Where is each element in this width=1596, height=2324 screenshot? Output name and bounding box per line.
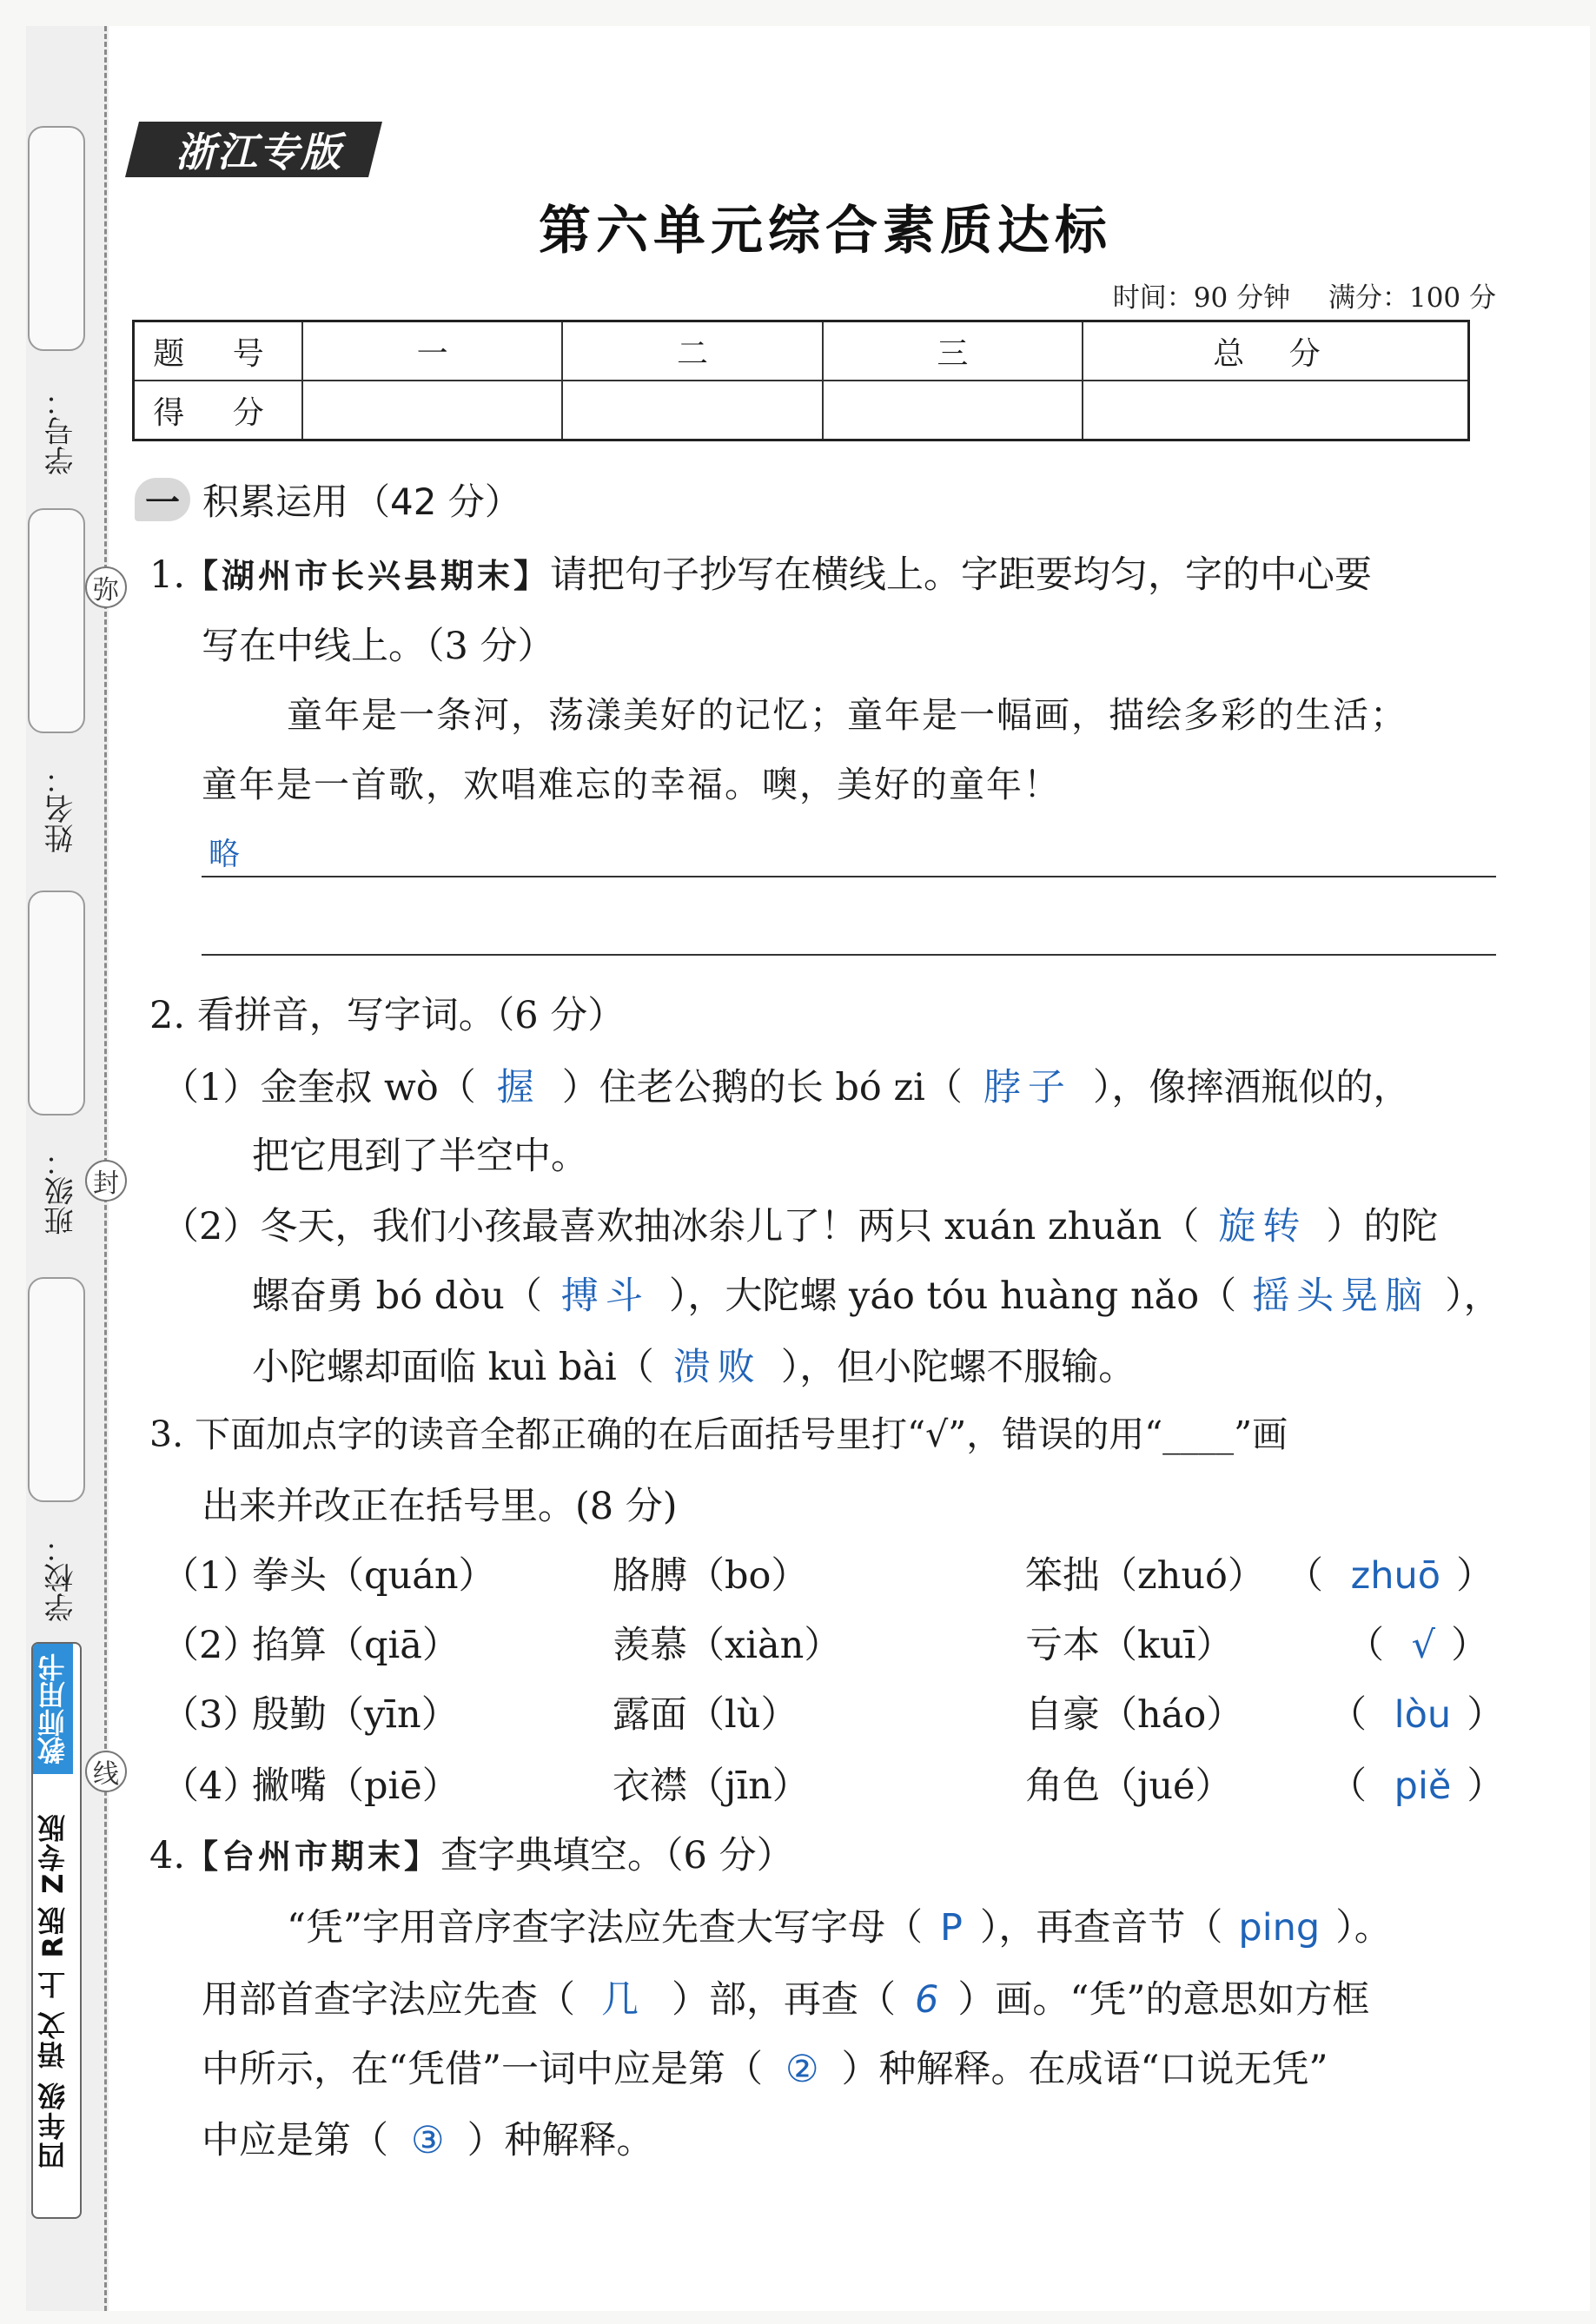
q4-text-b: ），再查音节（ <box>979 1906 1223 1950</box>
q4-line2 <box>202 1970 1369 2023</box>
score-table-header-row <box>134 321 1469 381</box>
q3-item-a: 撇嘴（piē） <box>252 1765 460 1808</box>
header-cell-2: 二 <box>562 321 822 381</box>
q3-item-c: 自豪（háo） <box>1025 1693 1244 1737</box>
q3-item-b: 衣襟（jīn） <box>613 1765 810 1808</box>
seal-xian: 线 <box>85 1751 127 1792</box>
q4-text-c: ）。 <box>1335 1906 1392 1950</box>
q2-item1-line1 <box>162 1058 1410 1111</box>
q4-answer-meaning-2: ③ <box>411 2119 445 2162</box>
section-number-badge: 一 <box>135 478 190 521</box>
q4-text-d: 用部首查字法应先查（ <box>202 1978 575 2022</box>
q3-row-number: （2） <box>162 1624 261 1667</box>
q4-text-j: ）种解释。 <box>467 2119 654 2162</box>
q2-item2-text-d: ），大陀螺 yáo tóu huàng nǎo（ <box>668 1275 1237 1318</box>
q4-text-i: 中应是第（ <box>202 2119 388 2162</box>
q3-answer-paren: （ piě ） <box>1329 1765 1505 1808</box>
q4-line4 <box>202 2111 654 2164</box>
q1-text: 请把句子抄写在横线上。字距要均匀，字的中心要 <box>550 553 1373 597</box>
class-label: 班级： <box>44 1147 79 1235</box>
header-cell-question: 题 号 <box>134 321 303 381</box>
edition-tag: 浙江专版 <box>175 129 342 175</box>
q4-line1 <box>287 1898 1392 1951</box>
q3-item-a: 殷勤（yīn） <box>252 1693 459 1737</box>
name-box[interactable] <box>28 508 85 733</box>
q2-item1-text-c: ），像摔酒瓶似的， <box>1092 1066 1411 1109</box>
q3-row-number: （4） <box>162 1765 261 1808</box>
student-id-label: 学号： <box>44 387 79 475</box>
q3-answer-paren: （ lòu ） <box>1329 1693 1505 1737</box>
school-label: 学校： <box>44 1533 79 1622</box>
q1-number: 1. <box>149 553 186 597</box>
section-score: （42 分） <box>354 480 521 523</box>
q2-item2-answer-1: 旋转 <box>1218 1205 1308 1248</box>
score-cell-2[interactable] <box>562 381 822 440</box>
q4-text-a: “凭”字用音序查字法应先查大写字母（ <box>287 1906 923 1950</box>
student-id-box[interactable] <box>28 126 85 351</box>
q2-stem: 2. 看拼音，写字词。（6 分） <box>149 994 626 1037</box>
q1-answer: 略 <box>209 837 241 872</box>
header-cell-1: 一 <box>302 321 562 381</box>
q2-item2-line1 <box>162 1197 1438 1250</box>
q3-stem-line2: 出来并改正在括号里。(8 分) <box>202 1485 678 1528</box>
q2-item2-text-e: ）， <box>1445 1275 1501 1318</box>
school-box[interactable] <box>28 1277 85 1502</box>
q2-item2-text-f: 小陀螺却面临 kuì bài（ <box>252 1346 654 1389</box>
score-cell-total[interactable] <box>1083 381 1469 440</box>
q1-stem-line2: 写在中线上。（3 分） <box>202 625 555 668</box>
q3-answer: √ <box>1411 1624 1436 1667</box>
q2-item2-text-a: （2）冬天，我们小孩最喜欢抽冰尜儿了！两只 xuán zhuǎn（ <box>162 1205 1200 1248</box>
book-info-label <box>31 1642 82 2219</box>
q3-answer-paren: （ zhuō ） <box>1286 1554 1494 1598</box>
q4-text-f: ）画。“凭”的意思如方框 <box>957 1978 1370 2022</box>
q3-answer: lòu <box>1394 1693 1452 1737</box>
score-row-label: 得 分 <box>134 381 303 440</box>
q4-text-h: ）种解释。在成语“口说无凭” <box>841 2048 1328 2091</box>
seal-mi: 弥 <box>85 566 127 608</box>
book-grade-info: 四年级 语文 上 R版 Z专版 <box>36 1812 70 2170</box>
q3-item-c: 角色（jué） <box>1025 1765 1233 1808</box>
q3-item-b: 露面（lù） <box>613 1693 798 1737</box>
score-table-score-row <box>134 381 1469 440</box>
section-1-header <box>135 473 521 526</box>
q2-item1-text-b: ）住老公鹅的长 bó zi（ <box>561 1066 963 1109</box>
q2-item1-line2: 把它甩到了半空中。 <box>252 1135 588 1178</box>
q2-item1-answer-2: 脖子 <box>983 1066 1072 1109</box>
q4-answer-strokes: 6 <box>915 1978 939 2022</box>
name-label: 姓名： <box>44 765 79 853</box>
q3-row-number: （3） <box>162 1693 261 1737</box>
q4-answer-letter: P <box>939 1906 963 1950</box>
q2-item2-text-c: 螺奋勇 bó dòu（ <box>252 1275 542 1318</box>
class-box[interactable] <box>28 891 85 1116</box>
section-title: 积累运用 <box>202 480 349 523</box>
q3-item-a: 掐算（qiā） <box>252 1624 460 1667</box>
score-table <box>132 320 1470 441</box>
q4-answer-radical: 几 <box>601 1978 646 2022</box>
q4-number: 4. <box>149 1834 186 1877</box>
header-cell-total: 总 分 <box>1083 321 1469 381</box>
score-cell-3[interactable] <box>823 381 1083 440</box>
q2-item2-answer-4: 溃败 <box>672 1346 762 1389</box>
q3-item-b: 胳膊（bo） <box>613 1554 809 1598</box>
q3-answer: piě <box>1394 1765 1452 1808</box>
q3-row-number: （1） <box>162 1554 261 1598</box>
q4-text-e: ）部，再查（ <box>672 1978 896 2022</box>
q2-item2-text-b: ）的陀 <box>1326 1205 1439 1248</box>
q1-passage-line2: 童年是一首歌，欢唱难忘的幸福。噢，美好的童年！ <box>202 764 1061 805</box>
q3-answer-paren: （ √ ） <box>1347 1624 1489 1667</box>
q2-item2-line3 <box>252 1338 1136 1391</box>
q2-item2-line2 <box>252 1267 1501 1320</box>
q4-text: 查字典填空。（6 分） <box>440 1834 794 1877</box>
q3-item-c: 笨拙（zhuó） <box>1025 1554 1265 1598</box>
q2-item1-answer-1: 握 <box>496 1066 541 1109</box>
q3-item-a: 拳头（quán） <box>252 1554 496 1598</box>
q1-writing-line-2[interactable] <box>202 954 1496 956</box>
q3-item-c: 亏本（kuī） <box>1025 1624 1234 1667</box>
exam-time: 时间：90 分钟 <box>1112 282 1291 314</box>
seal-feng: 封 <box>85 1160 127 1202</box>
q1-stem-line1 <box>149 546 1372 599</box>
exam-meta <box>1083 275 1496 315</box>
page-title: 第六单元综合素质达标 <box>539 201 1112 262</box>
q3-item-b: 羡慕（xiàn） <box>613 1624 842 1667</box>
q2-item1-text-a: （1）金奎叔 wò（ <box>162 1066 476 1109</box>
q4-text-g: 中所示，在“凭借”一词中应是第（ <box>202 2048 763 2091</box>
q2-item2-answer-2: 搏斗 <box>560 1275 650 1318</box>
q2-item2-answer-3: 摇头晃脑 <box>1252 1275 1430 1318</box>
q4-answer-meaning-1: ② <box>785 2048 819 2091</box>
q1-source: 【湖州市长兴县期末】 <box>185 557 551 595</box>
exam-full-score: 满分：100 分 <box>1328 282 1496 314</box>
q3-stem-line1: 3. 下面加点字的读音全都正确的在后面括号里打“√”，错误的用“____”画 <box>149 1414 1288 1455</box>
q4-line3 <box>202 2040 1328 2093</box>
score-cell-1[interactable] <box>302 381 562 440</box>
q1-writing-line-1[interactable] <box>202 876 1496 877</box>
teacher-book-tag: 教师用书 <box>33 1644 73 1774</box>
q4-source: 【台州市期末】 <box>185 1837 441 1876</box>
header-cell-3: 三 <box>823 321 1083 381</box>
q3-answer: zhuō <box>1350 1554 1441 1598</box>
q4-stem <box>149 1826 794 1879</box>
q2-item2-text-g: ），但小陀螺不服输。 <box>780 1346 1136 1389</box>
q1-passage-line1: 童年是一条河，荡漾美好的记忆；童年是一幅画，描绘多彩的生活； <box>287 694 1407 736</box>
q4-answer-syllable: ping <box>1238 1906 1321 1950</box>
